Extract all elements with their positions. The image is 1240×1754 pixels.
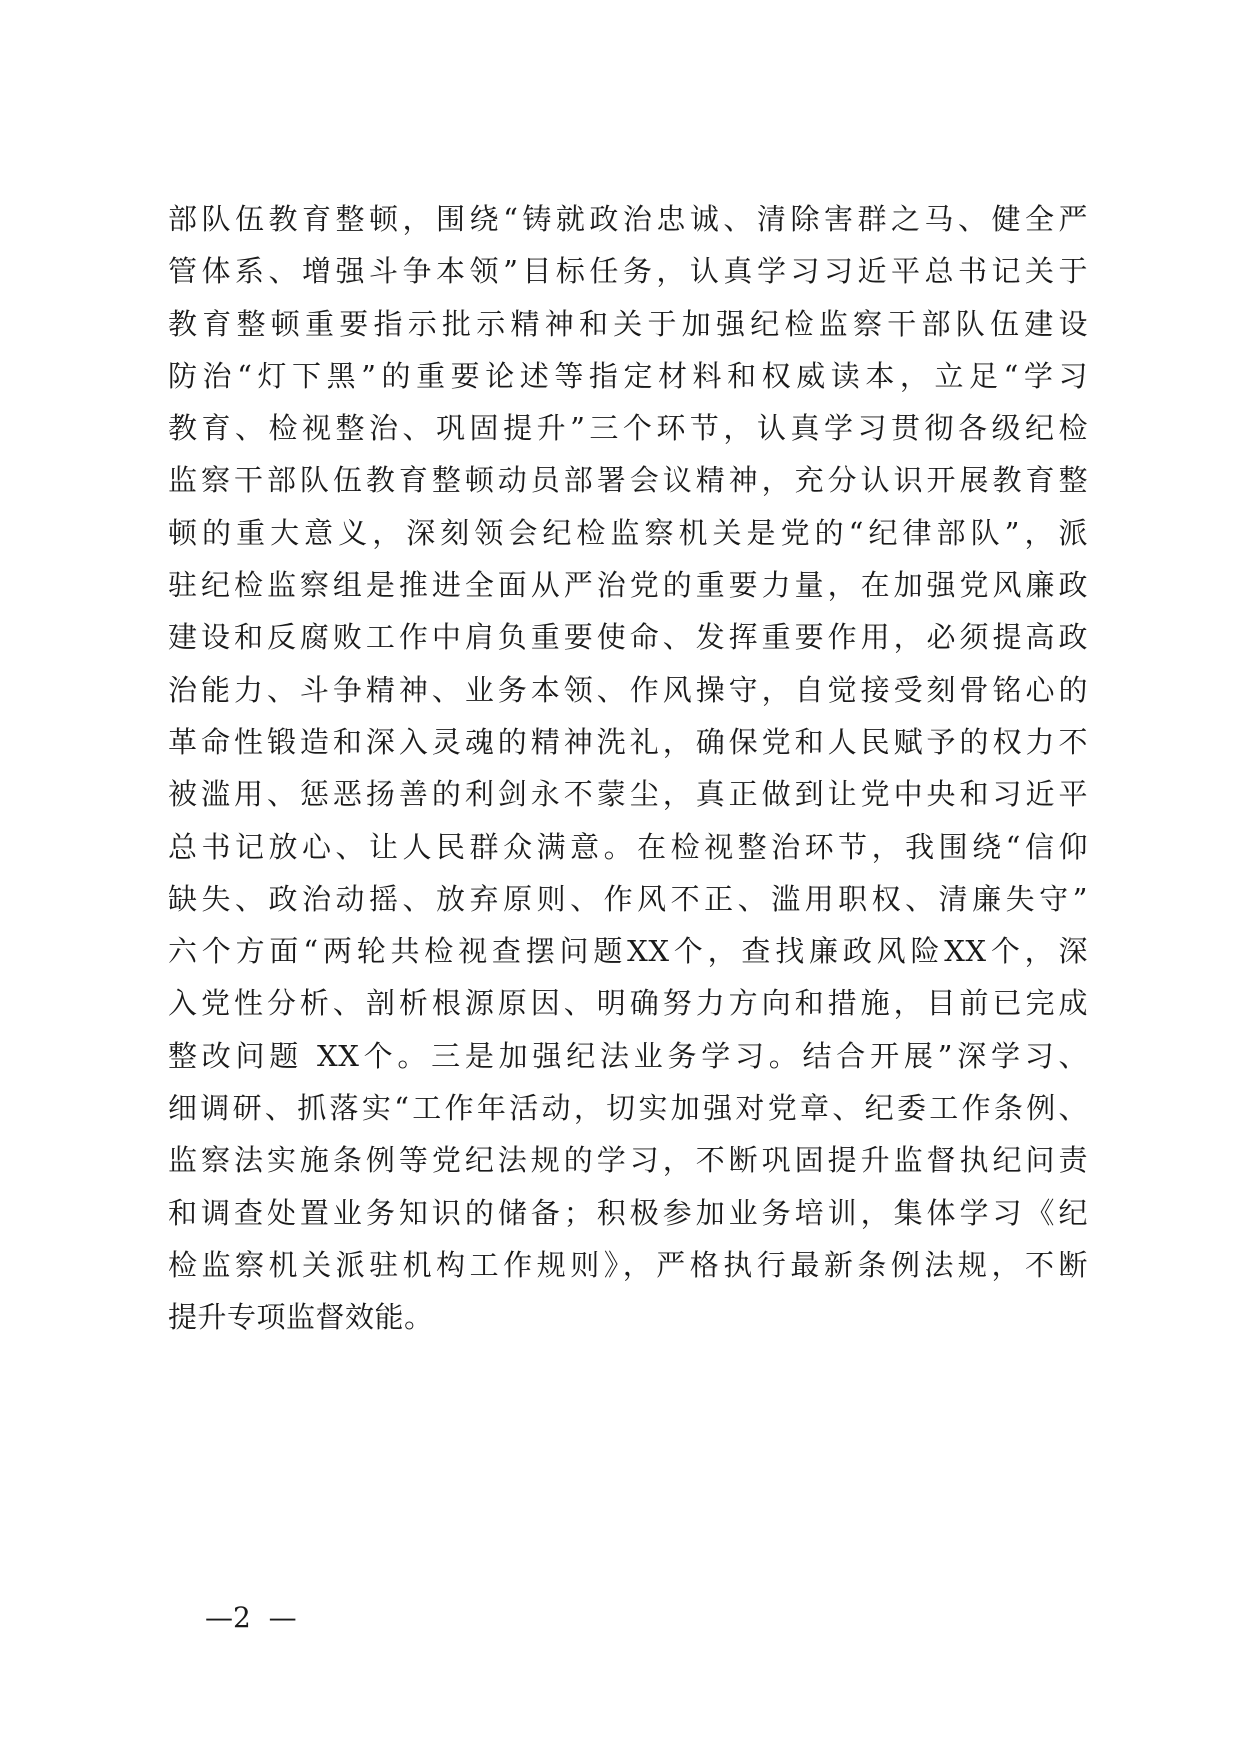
paragraph-line: 提升专项监督效能。 <box>168 1300 434 1335</box>
paragraph-line: 缺失、政治动摇、放弃原则、作风不正、滥用职权、清廉失守” <box>168 881 1088 916</box>
paragraph-line: 总书记放心、让人民群众满意。在检视整治环节，我围绕“信仰 <box>168 829 1088 864</box>
paragraph-line: 教育、检视整治、巩固提升”三个环节，认真学习贯彻各级纪检 <box>168 411 1088 446</box>
paragraph-line: 部队伍教育整顿，围绕“铸就政治忠诚、清除害群之马、健全严 <box>168 202 1088 236</box>
paragraph-line: 革命性锻造和深入灵魂的精神洗礼，确保党和人民赋予的权力不 <box>168 724 1088 759</box>
paragraph-line: 整改问题 XX个。三是加强纪法业务学习。结合开展”深学习、 <box>168 1038 1088 1073</box>
paragraph-line: 检监察机关派驻机构工作规则》，严格执行最新条例法规，不断 <box>168 1247 1088 1282</box>
body-paragraph <box>168 193 1088 1344</box>
paragraph-line: 驻纪检监察组是推进全面从严治党的重要力量，在加强党风廉政 <box>168 568 1088 603</box>
paragraph-line: 六个方面“两轮共检视查摆问题XX个，查找廉政风险XX个，深 <box>168 934 1088 969</box>
paragraph-line: 监察干部队伍教育整顿动员部署会议精神，充分认识开展教育整 <box>168 463 1088 498</box>
page-number: —2 — <box>205 1601 297 1634</box>
paragraph-line: 防治“灯下黑”的重要论述等指定材料和权威读本，立足“学习 <box>168 358 1088 393</box>
paragraph-line: 细调研、抓落实“工作年活动，切实加强对党章、纪委工作条例、 <box>168 1091 1088 1126</box>
paragraph-line: 入党性分析、剖析根源原因、明确努力方向和措施，目前已完成 <box>168 986 1088 1021</box>
paragraph-line: 监察法实施条例等党纪法规的学习，不断巩固提升监督执纪问责 <box>168 1143 1088 1178</box>
paragraph-line: 管体系、增强斗争本领”目标任务，认真学习习近平总书记关于 <box>168 254 1088 289</box>
paragraph-line: 被滥用、惩恶扬善的利剑永不蒙尘，真正做到让党中央和习近平 <box>168 777 1088 812</box>
paragraph-line: 治能力、斗争精神、业务本领、作风操守，自觉接受刻骨铭心的 <box>168 672 1088 707</box>
paragraph-line: 和调查处置业务知识的储备；积极参加业务培训，集体学习《纪 <box>168 1195 1088 1230</box>
paragraph-line: 建设和反腐败工作中肩负重要使命、发挥重要作用，必须提高政 <box>168 620 1088 655</box>
paragraph-line: 教育整顿重要指示批示精神和关于加强纪检监察干部队伍建设 <box>168 306 1088 341</box>
paragraph-line: 顿的重大意义，深刻领会纪检监察机关是党的“纪律部队”，派 <box>168 515 1088 550</box>
